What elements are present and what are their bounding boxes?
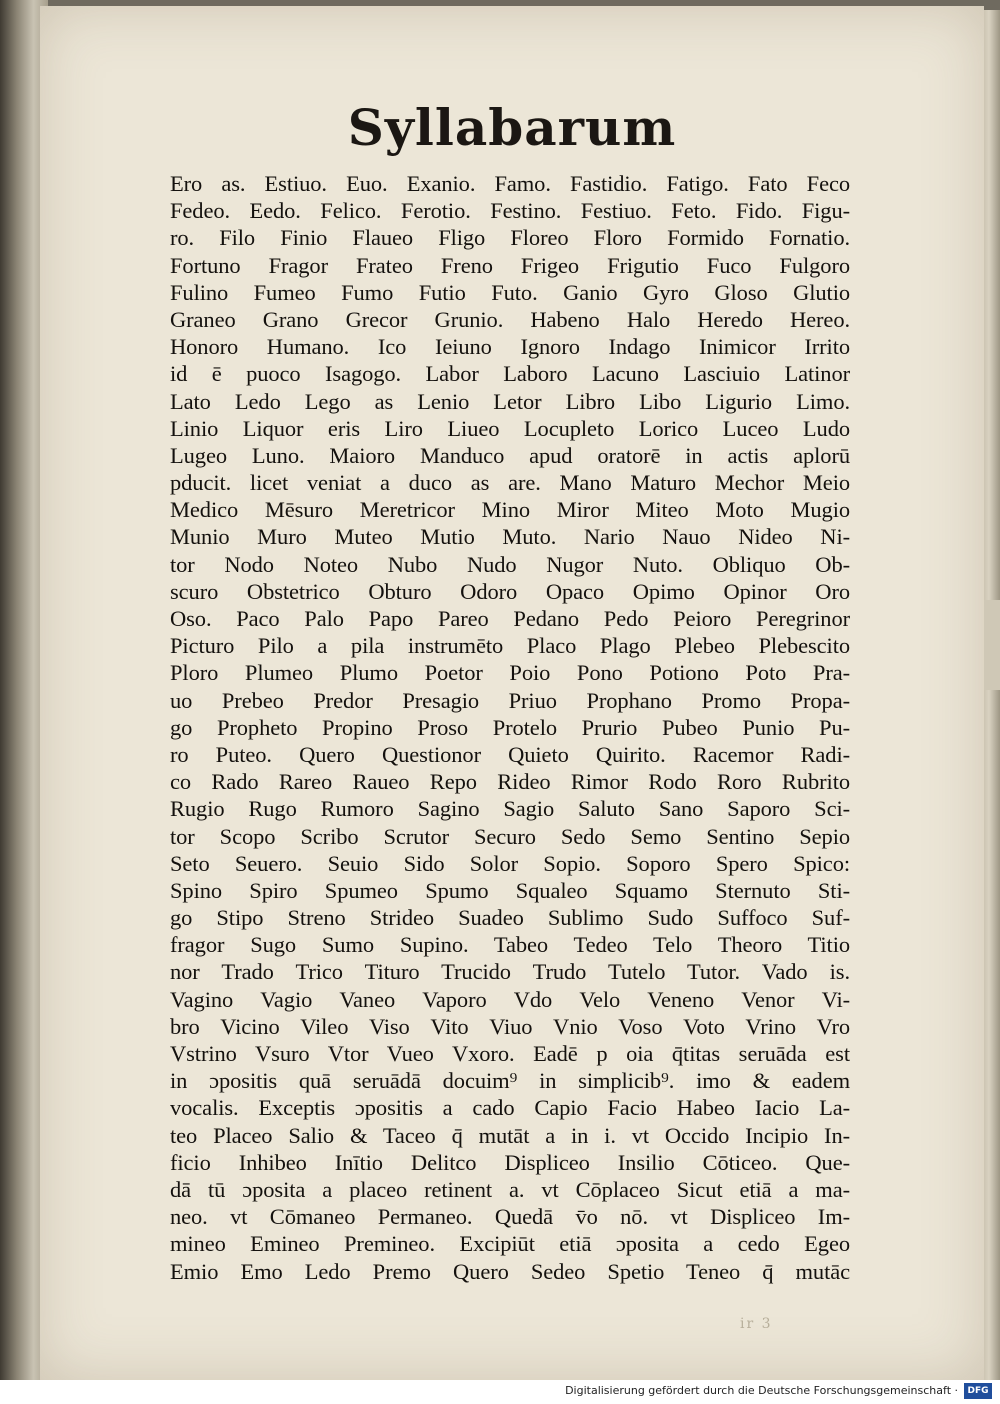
text-line: Lato Ledo Lego as Lenio Letor Libro Libo Ligurio Limo. [170, 388, 850, 414]
text-line: nor Trado Trico Tituro Trucido Trudo Tutelo Tutor. Vado is. [170, 959, 850, 985]
text-line: Ero as. Estiuo. Euo. Exanio. Famo. Fastidio. Fatigo. Fato Feco [170, 171, 850, 196]
text-line: Honoro Humano. Ico Ieiuno Ignoro Indago Inimicor Irrito [170, 334, 850, 360]
text-line: Emio Emo Ledo Premo Quero Sedeo Spetio Teneo q̄ mutāc [170, 1258, 850, 1284]
footer-bar [0, 1380, 1000, 1404]
book-page [40, 6, 984, 1380]
text-line: Ploro Plumeo Plumo Poetor Poio Pono Potiono Poto Pra- [170, 660, 850, 686]
text-line: Fulino Fumeo Fumo Futio Futo. Ganio Gyro Gloso Glutio [170, 279, 850, 305]
text-line: mineo Emineo Premineo. Excipiūt etiā ɔposita a cedo Egeo [170, 1231, 850, 1257]
page-heading: Syllabarum [347, 98, 677, 157]
text-block [170, 170, 850, 1285]
text-line: co Rado Rareo Raueo Repo Rideo Rimor Rodo Roro Rubrito [170, 769, 850, 795]
text-line: Linio Liquor eris Liro Liueo Locupleto Lorico Luceo Ludo [170, 415, 850, 441]
text-line: fragor Sugo Sumo Supino. Tabeo Tedeo Telo Theoro Titio [170, 932, 850, 958]
text-line: tor Scopo Scribo Scrutor Securo Sedo Semo Sentino Sepio [170, 823, 850, 849]
text-line: in ɔpositis quā seruādā docuim⁹ in simplicib⁹. imo & eadem [170, 1068, 850, 1094]
text-line: Graneo Grano Grecor Grunio. Habeno Halo Heredo Hereo. [170, 306, 850, 332]
dfg-logo-icon[interactable]: DFG [964, 1383, 992, 1399]
text-line: pducit. licet veniat a duco as are. Mano Maturo Mechor Meio [170, 470, 850, 496]
text-line: ro Puteo. Quero Questionor Quieto Quirito. Racemor Radi- [170, 741, 850, 767]
text-line: Vstrino Vsuro Vtor Vueo Vxoro. Eadē p oia q̄titas seruāda est [170, 1041, 850, 1066]
text-line: go Stipo Streno Strideo Suadeo Sublimo Sudo Suffoco Suf- [170, 905, 850, 931]
text-line: Picturo Pilo a pila instrumēto Placo Plago Plebeo Plebescito [170, 633, 850, 659]
text-line: vocalis. Exceptis ɔpositis a cado Capio Facio Habeo Iacio La- [170, 1095, 850, 1121]
footer-credit: Digitalisierung gefördert durch die Deutsche Forschungsgemeinschaft · [565, 1384, 958, 1397]
text-line: Spino Spiro Spumeo Spumo Squaleo Squamo Sternuto Sti- [170, 877, 850, 903]
text-line: Seto Seuero. Seuio Sido Solor Sopio. Soporo Spero Spico: [170, 850, 850, 876]
text-line: scuro Obstetrico Obturo Odoro Opaco Opimo Opinor Oro [170, 578, 850, 604]
text-line: Oso. Paco Palo Papo Pareo Pedano Pedo Peioro Peregrinor [170, 606, 850, 631]
text-line: ro. Filo Finio Flaueo Fligo Floreo Floro Formido Fornatio. [170, 225, 850, 251]
text-line: Vagino Vagio Vaneo Vaporo Vdo Velo Veneno Venor Vi- [170, 986, 850, 1012]
text-line: go Propheto Propino Proso Protelo Prurio Pubeo Punio Pu- [170, 714, 850, 740]
text-line: Lugeo Luno. Maioro Manduco apud oratorē in actis aplorū [170, 442, 850, 468]
text-line: dā tū ɔposita a placeo retinent a. vt Cōplaceo Sicut etiā a ma- [170, 1176, 850, 1202]
text-line: tor Nodo Noteo Nubo Nudo Nugor Nuto. Obliquo Ob- [170, 551, 850, 577]
text-line: uo Prebeo Predor Presagio Priuo Prophano Promo Propa- [170, 687, 850, 713]
text-line: id ē puoco Isagogo. Labor Laboro Lacuno Lasciuio Latinor [170, 361, 850, 387]
text-line: Fedeo. Eedo. Felico. Ferotio. Festino. Festiuo. Feto. Fido. Figu- [170, 198, 850, 224]
text-line: Medico Mēsuro Meretricor Mino Miror Miteo Moto Mugio [170, 497, 850, 523]
text-line: bro Vicino Vileo Viso Vito Viuo Vnio Voso Voto Vrino Vro [170, 1013, 850, 1039]
text-line: ficio Inhibeo Inītio Delitco Displiceo Insilio Cōticeo. Que- [170, 1149, 850, 1175]
folio-mark: ir 3 [740, 1316, 773, 1332]
text-line: neo. vt Cōmaneo Permaneo. Quedā v̄o nō. vt Displiceo Im- [170, 1204, 850, 1230]
text-line: Munio Muro Muteo Mutio Muto. Nario Nauo Nideo Ni- [170, 524, 850, 550]
text-line: Rugio Rugo Rumoro Sagino Sagio Saluto Sano Saporo Sci- [170, 796, 850, 822]
text-line: teo Placeo Salio & Taceo q̄ mutāt a in i. vt Occido Incipio In- [170, 1122, 850, 1148]
text-line: Fortuno Fragor Frateo Freno Frigeo Frigutio Fuco Fulgoro [170, 252, 850, 278]
